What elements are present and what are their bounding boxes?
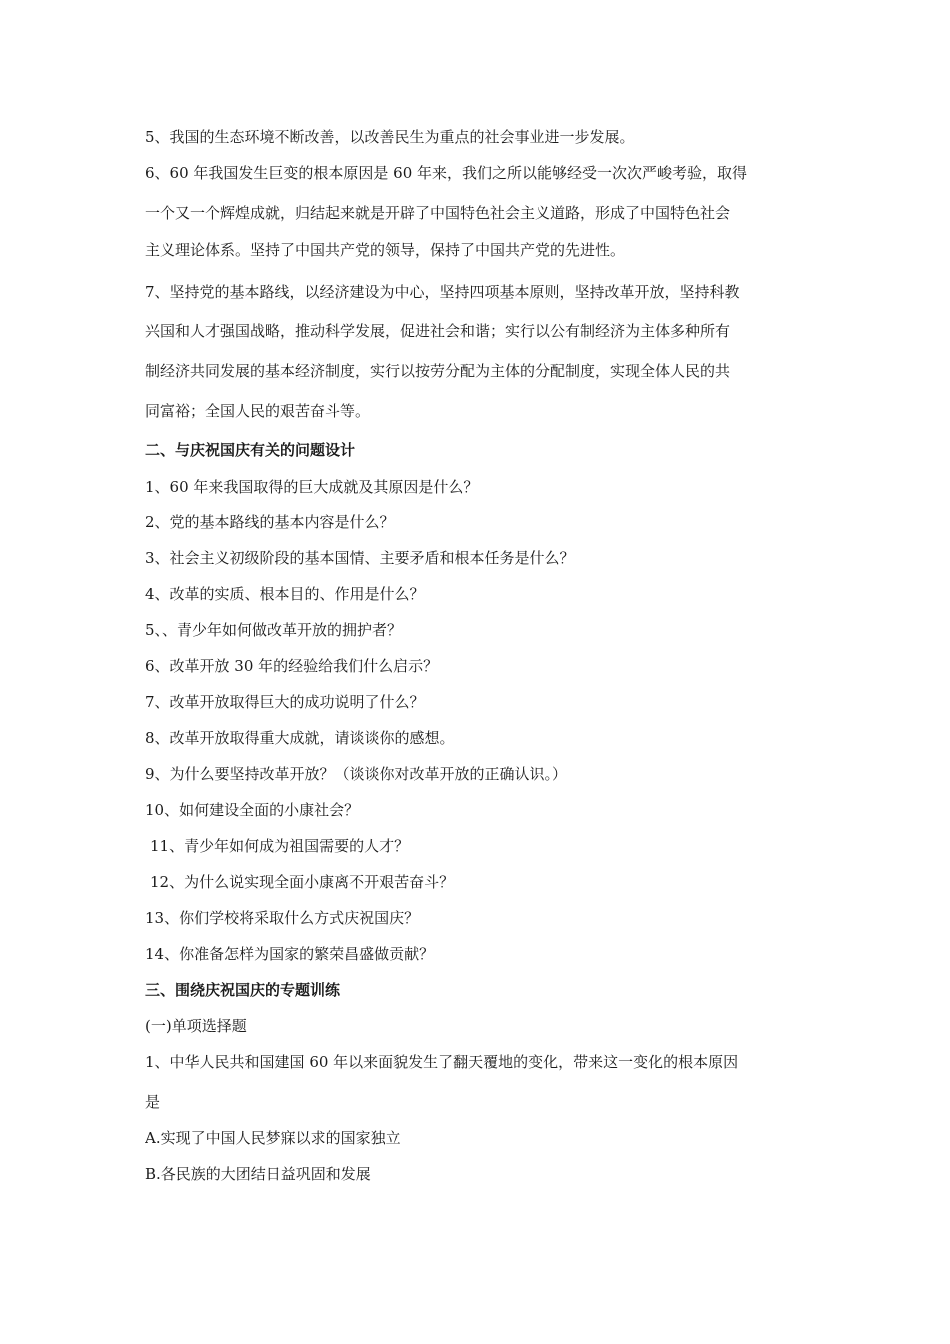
choice-question-1-line-1: 1、中华人民共和国建国 60 年以来面貌发生了翻天覆地的变化，带来这一变化的根本原因 xyxy=(145,1053,739,1071)
option-a: A.实现了中国人民梦寐以求的国家独立 xyxy=(145,1129,401,1147)
question-4: 4、改革的实质、根本目的、作用是什么？ xyxy=(145,585,425,603)
paragraph-item-5: 5、我国的生态环境不断改善，以改善民生为重点的社会事业进一步发展。 xyxy=(145,128,635,146)
paragraph-item-7-line-2: 兴国和人才强国战略，推动科学发展，促进社会和谐；实行以公有制经济为主体多种所有 xyxy=(145,322,731,340)
section-3-heading: 三、围绕庆祝国庆的专题训练 xyxy=(145,981,341,999)
question-8: 8、改革开放取得重大成就，请谈谈你的感想。 xyxy=(145,729,455,747)
question-3: 3、社会主义初级阶段的基本国情、主要矛盾和根本任务是什么？ xyxy=(145,549,575,567)
question-6: 6、改革开放 30 年的经验给我们什么启示？ xyxy=(145,657,439,675)
question-12: 12、为什么说实现全面小康离不开艰苦奋斗？ xyxy=(150,873,455,891)
question-5: 5、、青少年如何做改革开放的拥护者？ xyxy=(145,621,403,639)
question-9: 9、为什么要坚持改革开放？（谈谈你对改革开放的正确认识。） xyxy=(145,765,568,783)
paragraph-item-7-line-1: 7、坚持党的基本路线，以经济建设为中心，坚持四项基本原则，坚持改革开放，坚持科教 xyxy=(145,283,740,301)
section-2-heading: 二、与庆祝国庆有关的问题设计 xyxy=(145,441,356,459)
paragraph-item-7-line-3: 制经济共同发展的基本经济制度，实行以按劳分配为主体的分配制度，实现全体人民的共 xyxy=(145,362,731,380)
paragraph-item-6-line-1: 6、60 年我国发生巨变的根本原因是 60 年来，我们之所以能够经受一次次严峻考验，取得 xyxy=(145,164,748,182)
question-2: 2、党的基本路线的基本内容是什么？ xyxy=(145,513,395,531)
subsection-heading: (一)单项选择题 xyxy=(145,1017,247,1035)
paragraph-item-6-line-3: 主义理论体系。坚持了中国共产党的领导，保持了中国共产党的先进性。 xyxy=(145,241,626,259)
question-13: 13、你们学校将采取什么方式庆祝国庆？ xyxy=(145,909,420,927)
choice-question-1-line-2: 是 xyxy=(145,1093,161,1111)
question-7: 7、改革开放取得巨大的成功说明了什么？ xyxy=(145,693,425,711)
question-11: 11、青少年如何成为祖国需要的人才？ xyxy=(150,837,410,855)
question-1: 1、60 年来我国取得的巨大成就及其原因是什么？ xyxy=(145,478,479,496)
question-10: 10、如何建设全面的小康社会？ xyxy=(145,801,360,819)
paragraph-item-7-line-4: 同富裕；全国人民的艰苦奋斗等。 xyxy=(145,402,371,420)
option-b: B.各民族的大团结日益巩固和发展 xyxy=(145,1165,371,1183)
paragraph-item-6-line-2: 一个又一个辉煌成就，归结起来就是开辟了中国特色社会主义道路，形成了中国特色社会 xyxy=(145,204,731,222)
question-14: 14、你准备怎样为国家的繁荣昌盛做贡献？ xyxy=(145,945,435,963)
